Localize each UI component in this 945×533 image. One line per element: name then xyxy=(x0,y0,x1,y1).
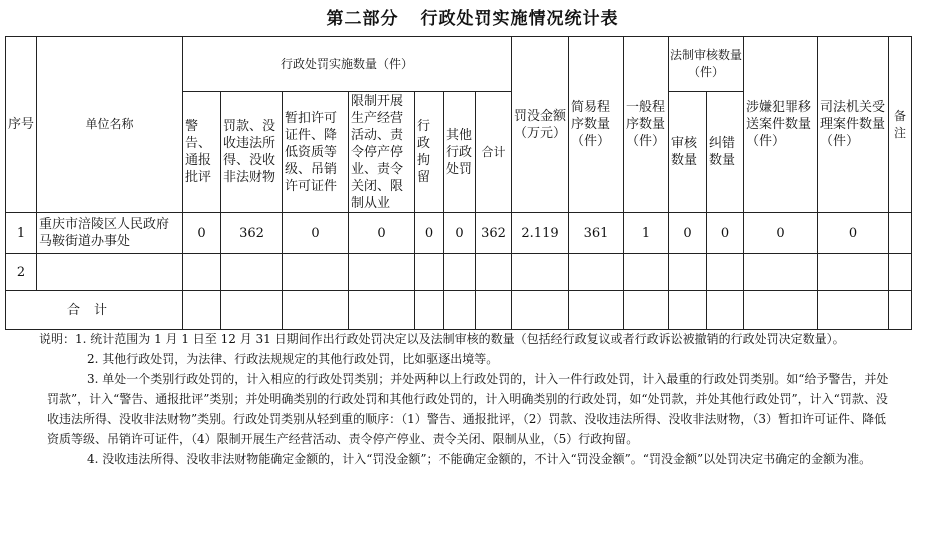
cell-correct: 0 xyxy=(707,213,744,254)
cell-remark xyxy=(889,213,912,254)
cell-seq: 1 xyxy=(6,213,37,254)
header-seq: 序号 xyxy=(6,37,37,213)
cell-other: 0 xyxy=(444,213,476,254)
cell-general: 1 xyxy=(624,213,669,254)
header-simple: 简易程序数量（件） xyxy=(569,37,624,213)
page-title xyxy=(0,4,945,29)
cell-crime: 0 xyxy=(744,213,818,254)
total-row xyxy=(6,291,912,330)
cell-seq: 2 xyxy=(6,254,37,291)
header-general: 一般程序数量（件） xyxy=(624,37,669,213)
header-detain: 行政拘留 xyxy=(415,92,444,213)
header-other: 其他行政处罚 xyxy=(444,92,476,213)
cell-amount xyxy=(512,254,569,291)
cell-unit: 重庆市涪陵区人民政府马鞍街道办事处 xyxy=(37,213,183,254)
header-fine: 罚款、没收违法所得、没收非法财物 xyxy=(221,92,283,213)
header-impl-group: 行政处罚实施数量（件） xyxy=(183,37,512,92)
note-1: 说明：1. 统计范围为 1 月 1 日至 12 月 31 日期间作出行政处罚决定以及法制审核的数量（包括经行政复议或者行政诉讼被撤销的行政处罚决定数量）。 xyxy=(39,332,845,346)
cell-fine xyxy=(221,254,283,291)
cell-general xyxy=(624,254,669,291)
statistics-table xyxy=(5,36,912,330)
cell-simple xyxy=(569,254,624,291)
cell-warn xyxy=(183,254,221,291)
cell-review: 0 xyxy=(669,213,707,254)
header-crime: 涉嫌犯罪移送案件数量（件） xyxy=(744,37,818,213)
cell-other xyxy=(444,254,476,291)
header-warn: 警告、通报批评 xyxy=(183,92,221,213)
cell-detain xyxy=(415,254,444,291)
cell-crime xyxy=(744,254,818,291)
cell-subtotal xyxy=(476,254,512,291)
table-row xyxy=(6,254,912,291)
cell-detain: 0 xyxy=(415,213,444,254)
cell-amount: 2.119 xyxy=(512,213,569,254)
header-row-1 xyxy=(6,37,912,92)
note-3: 3. 单处一个类别行政处罚的，计入相应的行政处罚类别；并处两种以上行政处罚的，计入一件行政处罚，计入最重的行政处罚类别。如“给予警告，并处罚款”，计入“警告、通报批评”类别；并处明确类别的行政处罚和其他行政处罚的，计入明确类别的行政处罚，如“处罚款，并处其他行政处罚”，计入“罚款、没收违法所得、没收非法财物”类别。行政处罚类别从轻到重的顺序：（1）警告、通报批评，（2）罚款、没收违法所得、没收非法财物，（3）暂扣许可证件、降低资质等级、吊销许可证件，（4）限制开展生产经营活动、责令停产停业、责令关闭、限制从业，（5）行政拘留。 xyxy=(47,372,889,446)
cell-remark xyxy=(889,254,912,291)
header-restrict: 限制开展生产经营活动、责令停产停业、责令关闭、限制从业 xyxy=(349,92,415,213)
cell-suspend: 0 xyxy=(283,213,349,254)
cell-judicial: 0 xyxy=(818,213,889,254)
title-name: 行政处罚实施情况统计表 xyxy=(420,9,619,29)
cell-restrict xyxy=(349,254,415,291)
header-remark: 备注 xyxy=(889,37,912,213)
note-2: 2. 其他行政处罚，为法律、行政法规规定的其他行政处罚，比如驱逐出境等。 xyxy=(87,352,499,366)
cell-restrict: 0 xyxy=(349,213,415,254)
cell-subtotal: 362 xyxy=(476,213,512,254)
notes xyxy=(39,329,897,469)
table-row xyxy=(6,213,912,254)
cell-review xyxy=(669,254,707,291)
total-label: 合计 xyxy=(6,291,183,330)
title-part: 第二部分 xyxy=(326,9,399,29)
cell-warn: 0 xyxy=(183,213,221,254)
header-unit: 单位名称 xyxy=(37,37,183,213)
header-suspend: 暂扣许可证件、降低资质等级、吊销许可证件 xyxy=(283,92,349,213)
header-subtotal: 合计 xyxy=(476,92,512,213)
header-review-group: 法制审核数量（件） xyxy=(669,37,744,92)
header-review-count: 审核数量 xyxy=(669,92,707,213)
cell-simple: 361 xyxy=(569,213,624,254)
cell-unit xyxy=(37,254,183,291)
cell-judicial xyxy=(818,254,889,291)
cell-fine: 362 xyxy=(221,213,283,254)
header-judicial: 司法机关受理案件数量（件） xyxy=(818,37,889,213)
cell-correct xyxy=(707,254,744,291)
header-correct-count: 纠错数量 xyxy=(707,92,744,213)
header-amount: 罚没金额（万元） xyxy=(512,37,569,213)
note-4: 4. 没收违法所得、没收非法财物能确定金额的，计入“罚没金额”；不能确定金额的，不计入“罚没金额”。“罚没金额”以处罚决定书确定的金额为准。 xyxy=(87,452,872,466)
cell-suspend xyxy=(283,254,349,291)
